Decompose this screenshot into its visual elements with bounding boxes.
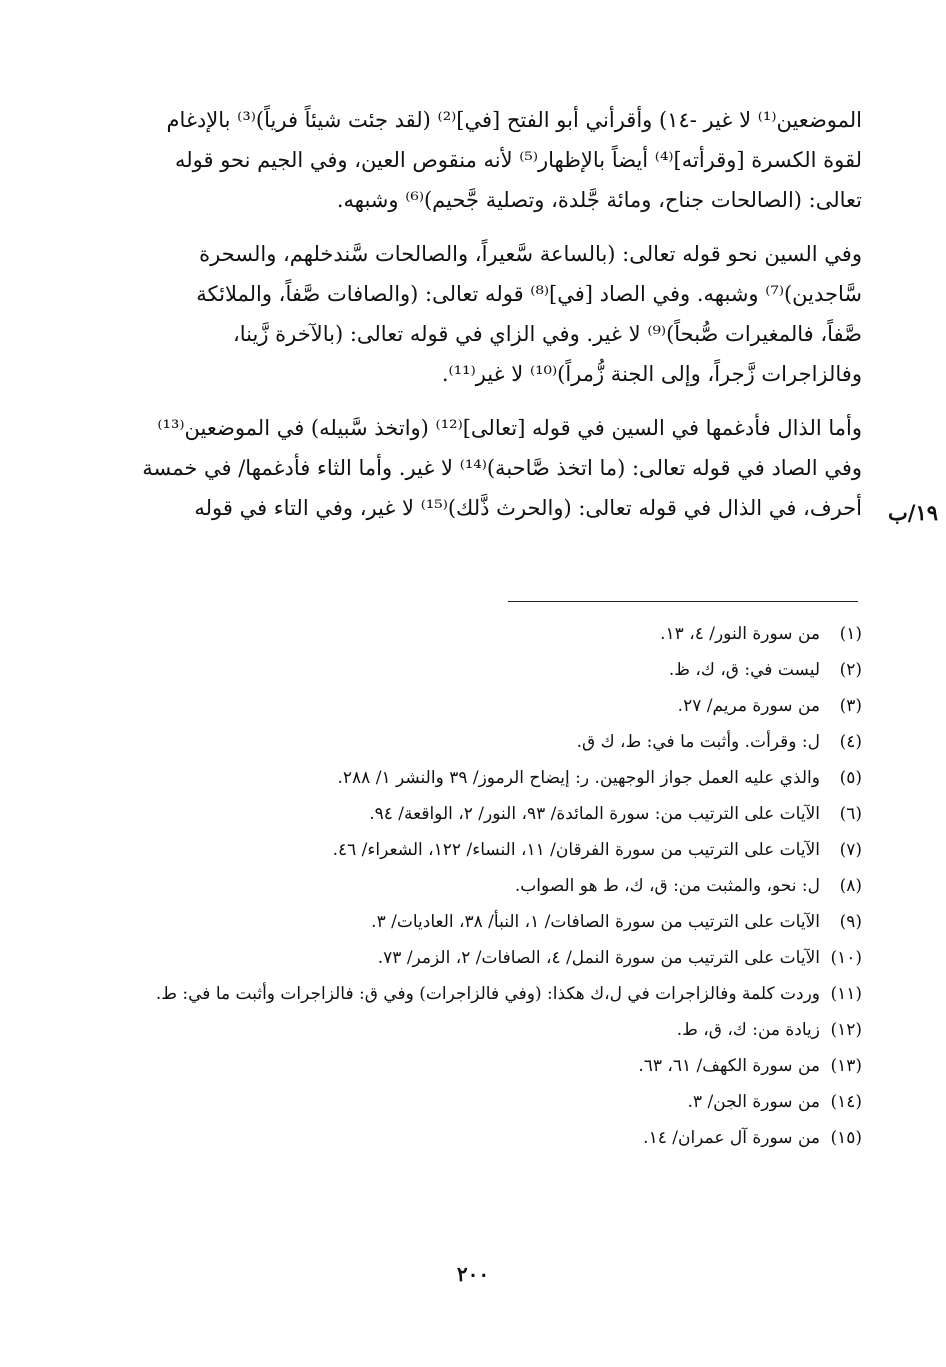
footnote-number: (٦)	[839, 804, 862, 824]
footnote	[90, 946, 862, 971]
footnote	[90, 658, 862, 683]
footnote-number: (١١)	[830, 984, 862, 1004]
footnote-text: والذي عليه العمل جواز الوجهين. ر: إيضاح الرموز/ ٣٩ والنشر ١/ ٢٨٨.	[337, 768, 820, 788]
text-line: سَّاجدين)⁽⁷⁾ وشبهه. وفي الصاد [في]⁽⁸⁾ قوله تعالى: (والصافات صَّفاً، والملائكة	[196, 282, 862, 306]
paragraph-2	[98, 234, 862, 394]
text-line: أحرف، في الذال في قوله تعالى: (والحرث ذَّلك)⁽¹⁵⁾ لا غير، وفي التاء في قوله	[194, 496, 862, 520]
text-line: لقوة الكسرة [وقرأته]⁽⁴⁾ أيضاً بالإظهار⁽⁵⁾ لأنه منقوص العين، وفي الجيم نحو قوله	[174, 148, 862, 172]
footnote	[90, 874, 862, 899]
footnote-number: (٤)	[839, 732, 862, 752]
footnote	[90, 1018, 862, 1043]
footnote-text: ليست في: ق، ك، ظ.	[668, 660, 820, 680]
footnote-number: (١٣)	[830, 1056, 862, 1076]
footnote-number: (٣)	[839, 696, 862, 716]
footnotes	[90, 622, 862, 1162]
footnote	[90, 838, 862, 863]
footnote	[90, 910, 862, 935]
text-line: وأما الذال فأدغمها في السين في قوله [تعالى]⁽¹²⁾ (واتخذ سَّبيله) في الموضعين⁽¹³⁾	[157, 416, 862, 440]
manuscript-folio-marker: ١٩/ب	[887, 500, 938, 525]
footnote-number: (١٠)	[830, 948, 862, 968]
footnote-separator	[508, 601, 858, 602]
footnote	[90, 1054, 862, 1079]
footnote-number: (٩)	[839, 912, 862, 932]
footnote	[90, 1090, 862, 1115]
footnote-text: من سورة الكهف/ ٦١، ٦٣.	[638, 1056, 820, 1076]
main-text	[98, 100, 862, 542]
footnote	[90, 1126, 862, 1151]
footnote-text: الآيات على الترتيب من سورة النمل/ ٤، الصافات/ ٢، الزمر/ ٧٣.	[377, 948, 820, 968]
footnote-number: (١٥)	[830, 1128, 862, 1148]
paragraph-1	[98, 100, 862, 220]
footnote-text: ل: وقرأت. وأثبت ما في: ط، ك ق.	[576, 732, 820, 752]
footnote-number: (٢)	[839, 660, 862, 680]
footnote-number: (١)	[839, 624, 862, 644]
footnote	[90, 982, 862, 1007]
footnote-text: الآيات على الترتيب من: سورة المائدة/ ٩٣، النور/ ٢، الواقعة/ ٩٤.	[369, 804, 820, 824]
footnote-text: زيادة من: ك، ق، ط.	[676, 1020, 820, 1040]
footnote-text: وردت كلمة وفالزاجرات في ل،ك هكذا: (وفي فالزاجرات) وفي ق: فالزاجرات وأثبت ما في: ط.	[155, 984, 820, 1004]
text-line: تعالى: (الصالحات جناح، ومائة جَّلدة، وتصلية جَّحيم)⁽⁶⁾ وشبهه.	[336, 188, 862, 212]
footnote	[90, 622, 862, 647]
footnote	[90, 802, 862, 827]
text-line: وفي السين نحو قوله تعالى: (بالساعة سَّعيراً، والصالحات سَّندخلهم، والسحرة	[199, 242, 862, 266]
footnote-text: من سورة الجن/ ٣.	[687, 1092, 820, 1112]
footnote-number: (١٢)	[830, 1020, 862, 1040]
footnote	[90, 766, 862, 791]
footnote	[90, 694, 862, 719]
footnote-text: الآيات على الترتيب من سورة الفرقان/ ١١، النساء/ ١٢٢، الشعراء/ ٤٦.	[332, 840, 820, 860]
footnote-number: (٨)	[839, 876, 862, 896]
footnote-text: من سورة آل عمران/ ١٤.	[643, 1128, 820, 1148]
footnote-text: الآيات على الترتيب من سورة الصافات/ ١، النبأ/ ٣٨، العاديات/ ٣.	[371, 912, 820, 932]
page-number: ٢٠٠	[456, 1262, 490, 1286]
footnote-text: ل: نحو، والمثبت من: ق، ك، ط هو الصواب.	[514, 876, 820, 896]
paragraph-3	[98, 408, 862, 528]
footnote-number: (٥)	[839, 768, 862, 788]
footnote-text: من سورة النور/ ٤، ١٣.	[660, 624, 820, 644]
text-line: صَّفاً، فالمغيرات صُّبحاً)⁽⁹⁾ لا غير. وفي الزاي في قوله تعالى: (بالآخرة زَّينا،	[232, 322, 862, 346]
footnote-text: من سورة مريم/ ٢٧.	[677, 696, 820, 716]
text-line: وفي الصاد في قوله تعالى: (ما اتخذ صَّاحبة)⁽¹⁴⁾ لا غير. وأما الثاء فأدغمها/ في خمسة	[142, 456, 862, 480]
footnote	[90, 730, 862, 755]
text-line: الموضعين⁽¹⁾ لا غير -١٤) وأقرأني أبو الفتح [في]⁽²⁾ (لقد جئت شيئاً فرياً)⁽³⁾ بالإدغام	[166, 108, 862, 132]
text-line: وفالزاجرات زَّجراً، وإلى الجنة زُّمراً)⁽¹⁰⁾ لا غير⁽¹¹⁾.	[441, 362, 862, 386]
footnote-number: (٧)	[839, 840, 862, 860]
footnote-number: (١٤)	[830, 1092, 862, 1112]
